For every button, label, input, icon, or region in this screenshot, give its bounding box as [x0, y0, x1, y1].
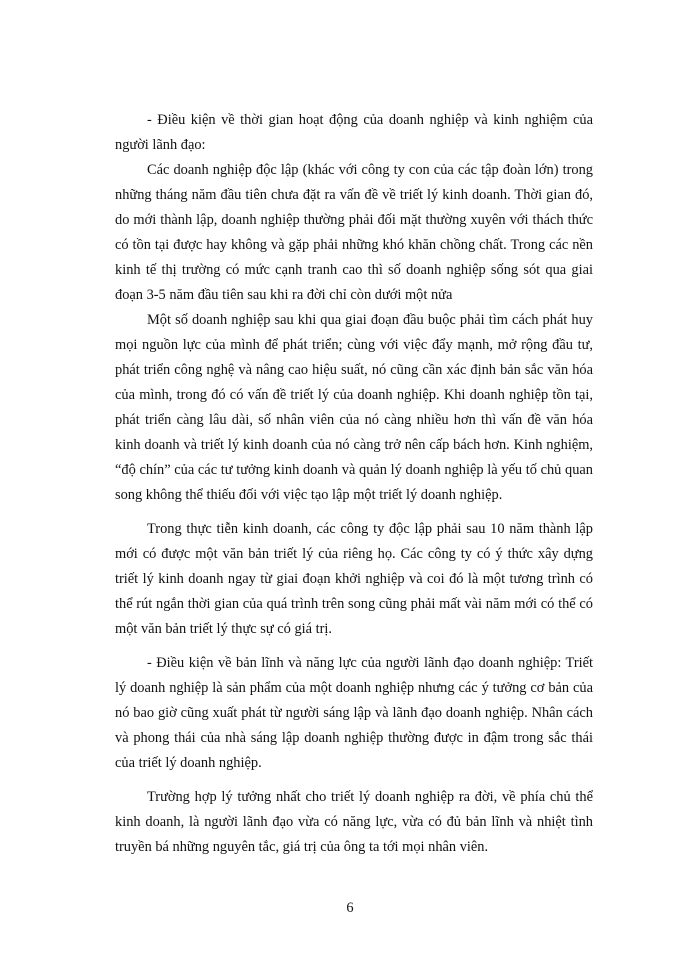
- paragraph-independent-enterprises: Các doanh nghiệp độc lập (khác với công ty con của các tập đoàn lớn) trong những tháng năm đầu tiên chưa đặt ra vấn đề về triết lý kinh doanh. Thời gian đó, do mới thành lập, doanh nghiệp thường phải đối mặt thường xuyên với thách thức có tồn tại được hay không và gặp phải những khó khăn chồng chất. Trong các nền kinh tế thị trường có mức cạnh tranh cao thì số doanh nghiệp sống sót qua giai đoạn 3-5 năm đầu tiên sau khi ra đời chỉ còn dưới một nửa: [115, 162, 593, 303]
- paragraph-ideal-case: Trường hợp lý tưởng nhất cho triết lý doanh nghiệp ra đời, về phía chủ thể kinh doanh, là người lãnh đạo vừa có năng lực, vừa có đủ bản lĩnh và nhiệt tình truyền bá những nguyên tắc, giá trị của ông ta tới mọi nhân viên.: [115, 789, 593, 855]
- paragraph-development-stage: Một số doanh nghiệp sau khi qua giai đoạn đầu buộc phải tìm cách phát huy mọi nguồn lực của mình để phát triển; cùng với việc đẩy mạnh, mở rộng đầu tư, phát triển công nghệ và nâng cao hiệu suất, nó cũng cần xác định bản sắc văn hóa của mình, trong đó có vấn đề triết lý của doanh nghiệp. Khi doanh nghiệp tồn tại, phát triển càng lâu dài, số nhân viên của nó càng nhiều hơn thì vấn đề văn hóa kinh doanh và triết lý kinh doanh của nó càng trở nên cấp bách hơn. Kinh nghiệm, “độ chín” của các tư tưởng kinh doanh và quản lý doanh nghiệp là yếu tố chủ quan song không thể thiếu đối với việc tạo lập một triết lý doanh nghiệp.: [115, 312, 593, 503]
- paragraph-business-practice: Trong thực tiễn kinh doanh, các công ty độc lập phải sau 10 năm thành lập mới có được một văn bản triết lý của riêng họ. Các công ty có ý thức xây dựng triết lý kinh doanh ngay từ giai đoạn khởi nghiệp và coi đó là một tương trình có thể rút ngắn thời gian của quá trình trên song cũng phải mất vài năm mới có thể có một văn bản triết lý thực sự có giá trị.: [115, 521, 593, 637]
- page-number: 6: [346, 900, 354, 916]
- paragraph-leadership-condition: - Điều kiện về bản lĩnh và năng lực của người lãnh đạo doanh nghiệp: Triết lý doanh nghiệp là sản phẩm của một doanh nghiệp nhưng các ý tưởng cơ bản của nó bao giờ cũng xuất phát từ người sáng lập và lãnh đạo doanh nghiệp. Nhân cách và phong thái của nhà sáng lập doanh nghiệp thường được in đậm trong sắc thái của triết lý doanh nghiệp.: [115, 655, 593, 771]
- document-body: [115, 108, 593, 860]
- paragraph-time-condition-heading: - Điều kiện về thời gian hoạt động của doanh nghiệp và kinh nghiệm của người lãnh đạo:: [115, 112, 593, 153]
